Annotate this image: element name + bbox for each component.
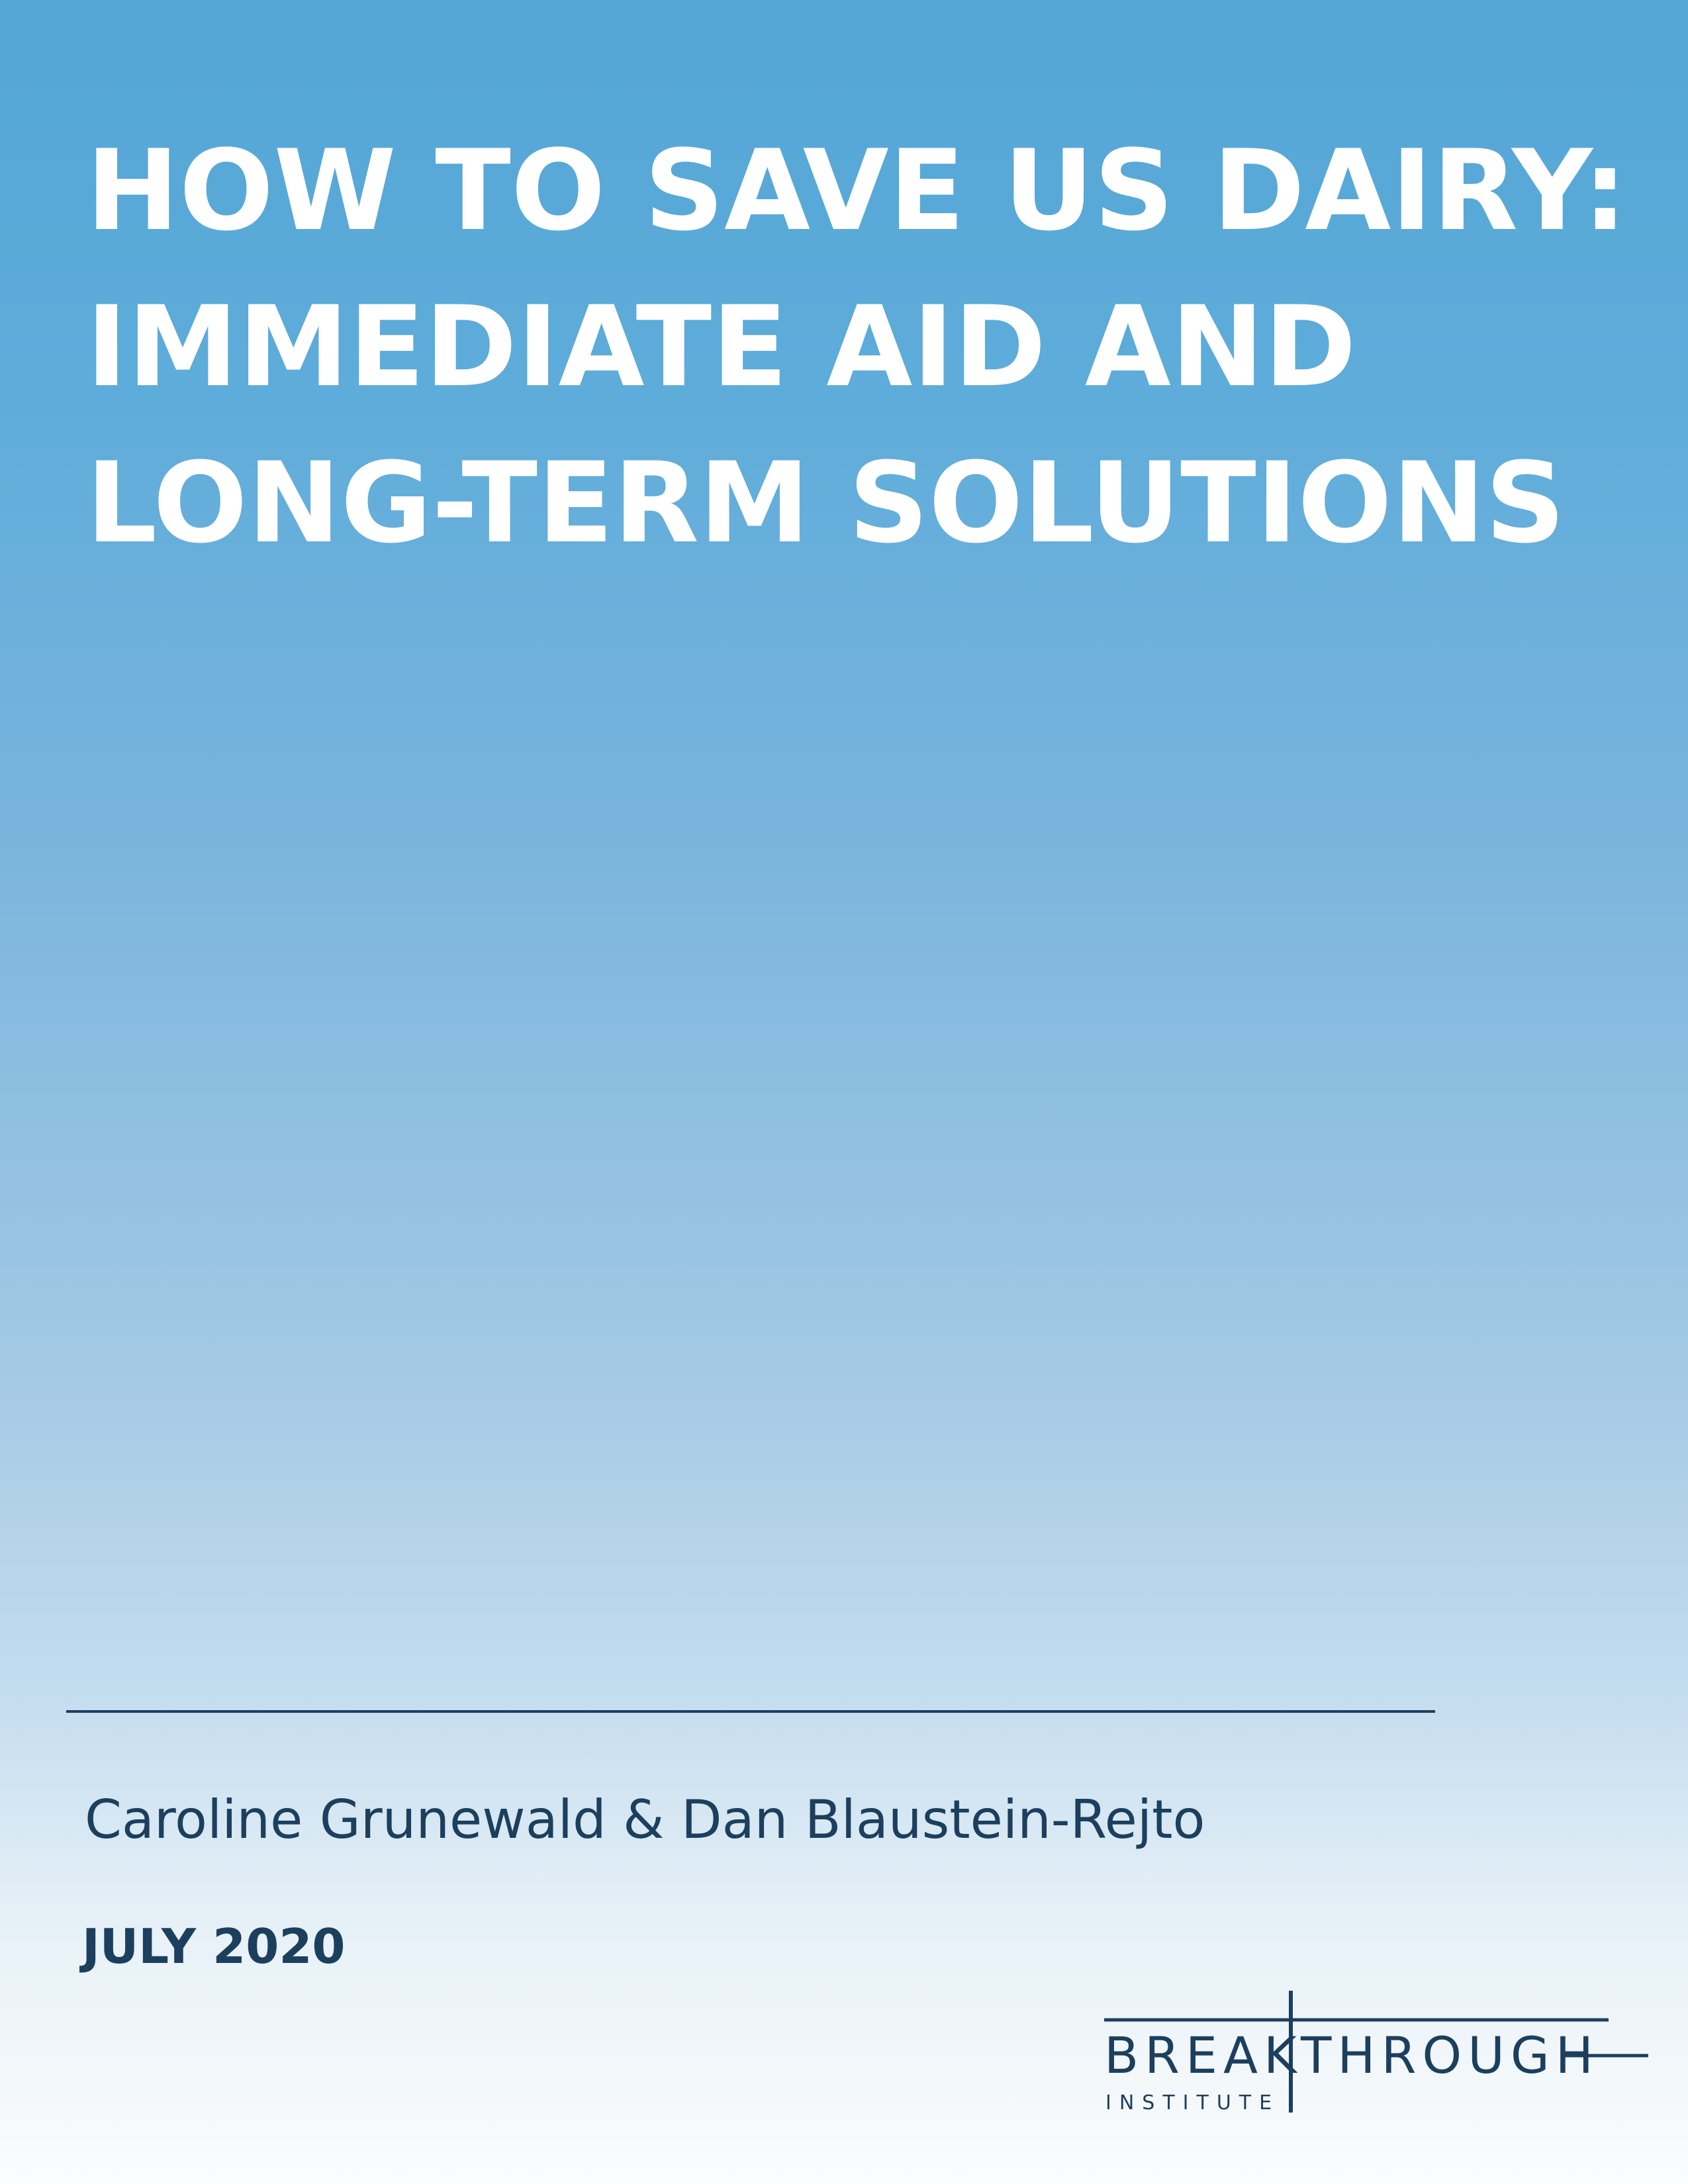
title-line-1: HOW TO SAVE US DAIRY: [86, 126, 1628, 255]
authors: Caroline Grunewald & Dan Blaustein-Rejto [85, 1789, 1205, 1850]
report-title [86, 113, 1642, 581]
breakthrough-institute-logo [1099, 1985, 1648, 2118]
logo-subtitle: INSTITUTE [1105, 2091, 1280, 2115]
logo-word-right: THROUGH [1301, 2026, 1599, 2085]
divider-rule [66, 1710, 1435, 1713]
title-line-3: LONG-TERM SOLUTIONS [86, 438, 1566, 568]
publication-date: JULY 2020 [82, 1919, 346, 1974]
logo-word-left: BREAK [1104, 2026, 1303, 2085]
title-line-2: IMMEDIATE AID AND [86, 282, 1356, 412]
